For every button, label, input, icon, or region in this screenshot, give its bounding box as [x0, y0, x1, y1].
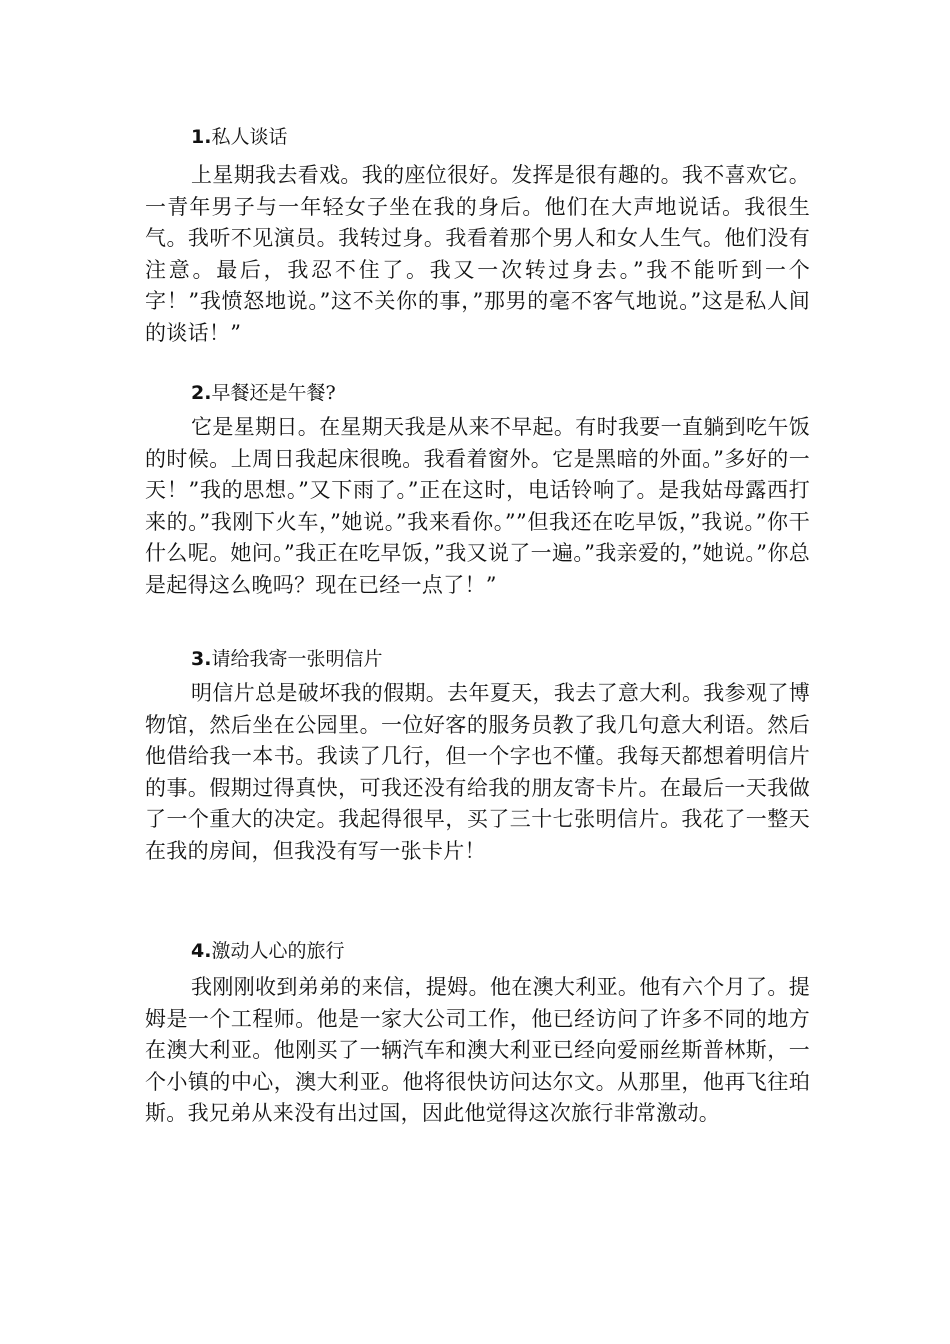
section-body: 明信片总是破坏我的假期。去年夏天，我去了意大利。我参观了博物馆，然后坐在公园里。一位好客的服务员教了我几句意大利语。然后他借给我一本书。我读了几行，但一个字也不懂。我每天都想着明信片的事。假期过得真快，可我还没有给我的朋友寄卡片。在最后一天我做了一个重大的决定。我起得很早，买了三十七张明信片。我花了一整天在我的房间，但我没有写一张卡片！ [145, 681, 810, 863]
section-title: 早餐还是午餐? [211, 382, 336, 404]
section-body: 它是星期日。在星期天我是从来不早起。有时我要一直躺到吃午饭的时候。上周日我起床很晚。我看着窗外。它是黑暗的外面。”多好的一天！”我的思想。”又下雨了。”正在这时，电话铃响了。是我姑母露西打来的。”我刚下火车，”她说。”我来看你。””但我还在吃早饭，”我说。”你干什么呢。她问。”我正在吃早饭，”我又说了一遍。”我亲爱的，”她说。”你总是起得这么晚吗？现在已经一点了！” [145, 415, 810, 597]
section-body: 上星期我去看戏。我的座位很好。发挥是很有趣的。我不喜欢它。一青年男子与一年轻女子坐在我的身后。他们在大声地说话。我很生气。我听不见演员。我转过身。我看着那个男人和女人生气。他们没有注意。最后，我忍不住了。我又一次转过身去。”我不能听到一个字！”我愤怒地说。”这不关你的事，”那男的毫不客气地说。”这是私人间的谈话！” [145, 163, 810, 345]
section-4 [145, 938, 810, 1130]
section-number: 3. [191, 648, 212, 670]
section-number: 4. [191, 940, 212, 962]
section-number: 2. [191, 382, 212, 404]
section-heading [191, 646, 810, 672]
section-title: 激动人心的旅行 [211, 940, 345, 962]
section-heading [191, 938, 810, 964]
section-title: 请给我寄一张明信片 [211, 648, 383, 670]
section-2 [145, 380, 810, 601]
section-3 [145, 646, 810, 867]
section-title: 私人谈话 [211, 126, 288, 148]
section-body: 我刚刚收到弟弟的来信，提姆。他在澳大利亚。他有六个月了。提姆是一个工程师。他是一家大公司工作，他已经访问了许多不同的地方在澳大利亚。他刚买了一辆汽车和澳大利亚已经向爱丽丝斯普林斯，一个小镇的中心，澳大利亚。他将很快访问达尔文。从那里，他再飞往珀斯。我兄弟从来没有出过国，因此他觉得这次旅行非常激动。 [145, 975, 810, 1125]
section-heading [191, 380, 810, 406]
section-heading [191, 124, 810, 150]
section-1 [145, 124, 810, 349]
section-number: 1. [191, 126, 212, 148]
